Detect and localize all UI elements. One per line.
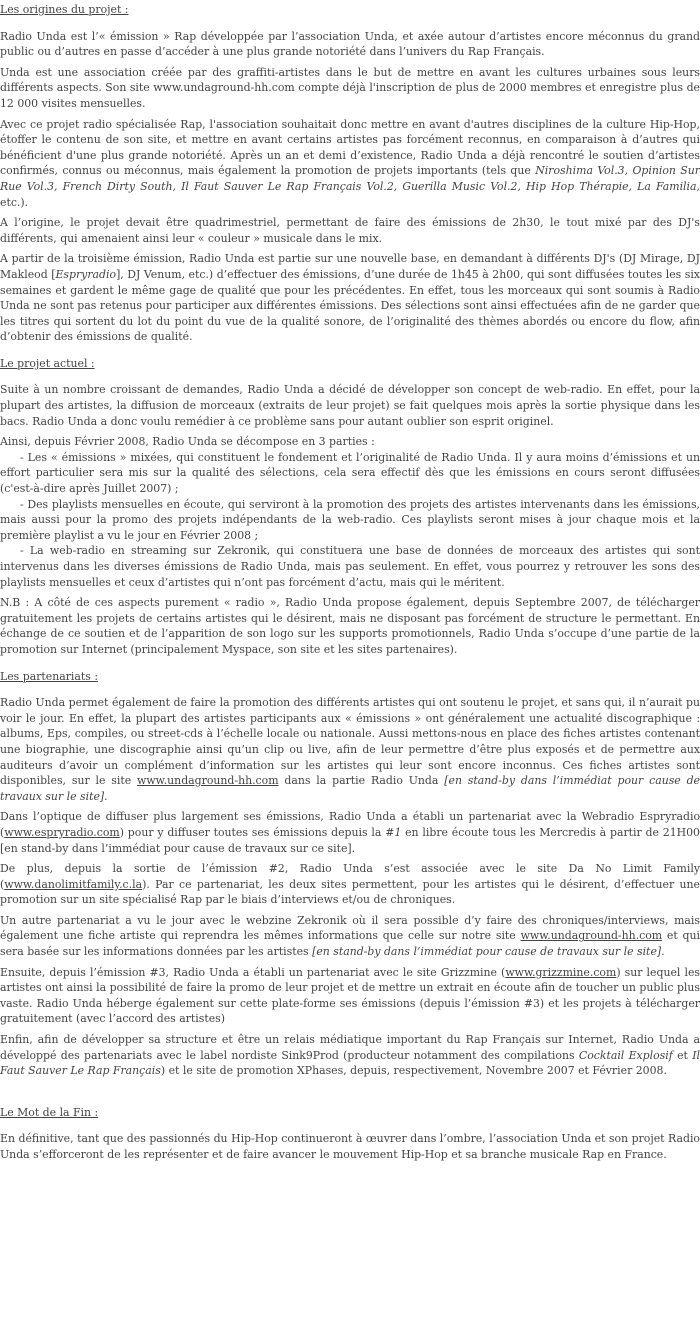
partenariats-p1-text-a: Radio Unda permet également de faire la promotion des différents artistes qui ont soutenu le projet, et sans qui, il n’aurait pu voir le jour. En effet, la plupart des artistes participants aux « émissions » ont généralement une actualité discographique : albums, Eps, compiles, ou street-cds à l’échelle locale ou nationale. Aussi mettons-nous en place des fiches artistes contenant une biographie, une discographie ainsi qu’un clip ou live, afin de leur permettre d’être plus exposés et de permettre aux auditeurs d’avoir un complément d’information sur les artistes qui leur sont encore inconnus. Ces fiches artistes sont disponibles, sur le site <box>0 696 700 788</box>
section-fin <box>0 1131 700 1162</box>
section-origines <box>0 29 700 345</box>
heading-origines: Les origines du projet : <box>0 3 129 16</box>
partenariats-paragraph-3 <box>0 861 700 908</box>
actuel-paragraph-1: Suite à un nombre croissant de demandes, Radio Unda a décidé de développer son concept de web-radio. En effet, pour la plupart des artistes, la diffusion de morceaux (extraits de leur projet) se fait quelques mois après la sortie physique dans les bacs. Radio Unda a donc voulu remédier à ce problème sans pour autant oublier son esprit originel. <box>0 383 700 428</box>
partenariats-p4-text-b: et qui sera basée sur les informations données par les artistes <box>0 929 700 959</box>
partenariats-paragraph-4 <box>0 913 700 960</box>
origines-p5-text-b: ], DJ Venum, etc.) d’effectuer des émissions, d’une durée de 1h45 à 2h00, qui sont diffusées toutes les six semaines et gardent le même gage de qualité que pour les précédentes. En effet, tous les morceaux qui sont soumis à Radio Unda ne sont pas retenus pour participer aux différentes émissions. Des sélections sont ainsi effectuées afin de ne garder que les titres qui sortent du lot du point du vue de la qualité sonore, de l’originalité des thèmes abordés ou encore du flow, afin d’obtenir des émissions de qualité. <box>0 267 700 344</box>
actuel-intro: Ainsi, depuis Février 2008, Radio Unda se décompose en 3 parties : <box>0 435 375 449</box>
partenariats-p2-text-a: Dans l’optique de diffuser plus largement ses émissions, Radio Unda a établi un partenariat avec la Webradio Espryradio ( <box>0 810 700 839</box>
undaground-link[interactable]: www.undaground-hh.com <box>137 774 279 788</box>
actuel-item-2: - Des playlists mensuelles en écoute, qui serviront à la promotion des projets des artistes intervenants dans les émissions, mais aussi pour la promo des projets indépendants de la web-radio. Ces playlists seront mises à jour chaque mois et la première playlist a vu le jour en Février 2008 ; <box>0 497 700 542</box>
actuel-item-1: - Les « émissions » mixées, qui constituent le fondement et l’originalité de Radio Unda. Il y aura moins d’émissions et un effort particulier sera mis sur la qualité des sélections, cela sera effectif dès que les émissions en cours seront diffusées (c'est-à-dire après Juillet 2007) ; <box>0 450 700 496</box>
origines-p5-text-a: A partir de la troisième émission, Radio Unda est partie sur une nouvelle base, en demandant à différents DJ's (DJ Mirage, DJ Makleod [ <box>0 252 700 281</box>
section-partenariats <box>0 695 700 1079</box>
origines-p3-titles: Niroshima Vol.3, Opinion Sur Rue Vol.3, French Dirty South, Il Faut Sauver Le Rap Français Vol.2, Guerilla Music Vol.2, Hip Hop Thérapie, La Familia <box>0 164 700 193</box>
partenariats-p6-title-2: Il Faut Sauver Le Rap Français <box>0 1048 700 1078</box>
actuel-item-3: - La web-radio en streaming sur Zekronik, qui constituera une base de données de morceaux des artistes qui sont intervenus dans les diverses émissions de Radio Unda, mais pas seulement. En effet, vous pourrez y retrouver les sons des playlists mensuelles et ceux d’artistes qui n’ont pas forcément d’actu, mais qui le méritent. <box>0 544 700 589</box>
partenariats-p3-text-a: De plus, depuis la sortie de l’émission #2, Radio Unda s’est associée avec le site Da No Limit Family ( <box>0 862 700 891</box>
partenariats-p5-text-b: ) sur lequel les artistes ont ainsi la possibilité de faire la promo de leur projet et de mettre un extrait en écoute afin de toucher un public plus vaste. Radio Unda héberge également sur cette plate-forme ses émissions (depuis l’émission #3) et les projets à télécharger gratuitement (avec l’accord des artistes) <box>0 965 700 1026</box>
partenariats-p6-et: et <box>672 1048 693 1062</box>
origines-paragraph-1: Radio Unda est l’« émission » Rap développée par l’association Unda, et axée autour d’artistes encore méconnus du grand public ou d’autres en passe d’accéder à une plus grande notoriété dans l’univers du Rap Français. <box>0 29 700 59</box>
fin-paragraph-1: En définitive, tant que des passionnés du Hip-Hop continueront à œuvrer dans l’ombre, l’association Unda et son projet Radio Unda s’efforceront de les représenter et de faire avancer le mouvement Hip-Hop et sa branche musicale Rap en France. <box>0 1132 700 1161</box>
partenariats-p5-text-a: Ensuite, depuis l’émission #3, Radio Unda a établi un partenariat avec le site Grizzmine ( <box>0 965 506 979</box>
undaground-link-2[interactable]: www.undaground-hh.com <box>520 929 663 943</box>
heading-partenariats: Les partenariats : <box>0 669 99 683</box>
espryradio-link[interactable]: www.espryradio.com <box>4 825 120 839</box>
partenariats-p6-title-1: Cocktail Explosif <box>578 1048 673 1062</box>
origines-paragraph-5 <box>0 251 700 345</box>
partenariats-p2-num: #1 <box>385 825 402 839</box>
origines-p5-site: Espryradio <box>55 267 117 281</box>
origines-paragraph-3 <box>0 117 700 211</box>
danolimitfamily-link[interactable]: www.danolimitfamily.c.la <box>4 877 143 891</box>
partenariats-p3-text-b: ). Par ce partenariat, les deux sites permettent, pour les artistes qui le désirent, d’effectuer une promotion sur un site spécialisé Rap par le biais d’interviews et/ou de chroniques. <box>0 877 700 907</box>
origines-paragraph-4: A l’origine, le projet devait être quadrimestriel, permettant de faire des émissions de 2h30, le tout mixé par des DJ's différents, qui amenaient ainsi leur « couleur » musicale dans le mix. <box>0 216 700 245</box>
actuel-nb: N.B : A côté de ces aspects purement « radio », Radio Unda propose également, depuis Septembre 2007, de télécharger gratuitement les projets de certains artistes qui le désirent, mais ne disposant pas forcément de structure le permettant. En échange de ce soutien et de l’apparition de son logo sur les supports promotionnels, Radio Unda s’occupe d’une partie de la promotion sur Internet (principalement Myspace, son site et les sites partenaires). <box>0 596 700 656</box>
partenariats-p1-text-b: dans la partie Radio Unda <box>278 774 445 788</box>
partenariats-paragraph-1 <box>0 695 700 804</box>
partenariats-paragraph-6 <box>0 1032 700 1079</box>
partenariats-paragraph-2 <box>0 809 700 856</box>
origines-p3-text-a: Avec ce projet radio spécialisée Rap, l'association souhaitait donc mettre en avant d'autres disciplines de la culture Hip-Hop, étoffer le contenu de son site, et mettre en avant certains artistes pas forcément reconnus, en comparaison à d’autres qui bénéficient d'une plus grande notoriété. Après un an et demi d’existence, Radio Unda a déjà rencontré le soutien d’artistes confirmés, connus ou méconnus, mais également la promotion de projets importants (tels que <box>0 117 700 178</box>
partenariats-p2-text-c: en libre écoute tous les Mercredis à partir de 21H00 [en stand-by dans l’immédiat pour cause de travaux sur ce site]. <box>0 825 700 855</box>
grizzmine-link[interactable]: www.grizzmine.com <box>505 965 617 979</box>
partenariats-p6-text-a: Enfin, afin de développer sa structure et être un relais médiatique important du Rap Français sur Internet, Radio Unda a développé des partenariats avec le label nordiste Sink9Prod (producteur notamment des compilations <box>0 1033 700 1062</box>
section-actuel <box>0 382 700 657</box>
partenariats-p2-text-b: ) pour y diffuser toutes ses émissions depuis la <box>119 825 386 839</box>
partenariats-p6-text-b: ) et le site de promotion XPhases, depuis, respectivement, Novembre 2007 et Février 2008. <box>160 1064 667 1078</box>
actuel-paragraph-2 <box>0 434 700 590</box>
origines-p3-text-b: , etc.). <box>0 179 700 209</box>
partenariats-p4-text-a: Un autre partenariat a vu le jour avec le webzine Zekronik où il sera possible d’y faire des chroniques/interviews, mais également une fiche artiste qui reprendra les mêmes informations que celle sur notre site <box>0 913 700 943</box>
origines-paragraph-2: Unda est une association créée par des graffiti-artistes dans le but de mettre en avant les cultures urbaines sous leurs différents aspects. Son site www.undaground-hh.com compte déjà l'inscription de plus de 2000 membres et enregistre plus de 12 000 visites mensuelles. <box>0 65 700 110</box>
heading-actuel: Le projet actuel : <box>0 356 95 370</box>
partenariats-p1-note: [en stand-by dans l’immédiat pour cause de travaux sur le site]. <box>0 774 700 803</box>
partenariats-paragraph-5 <box>0 965 700 1027</box>
heading-fin: Le Mot de la Fin : <box>0 1105 99 1119</box>
partenariats-p4-note: [en stand-by dans l’immédiat pour cause de travaux sur le site]. <box>312 945 665 959</box>
